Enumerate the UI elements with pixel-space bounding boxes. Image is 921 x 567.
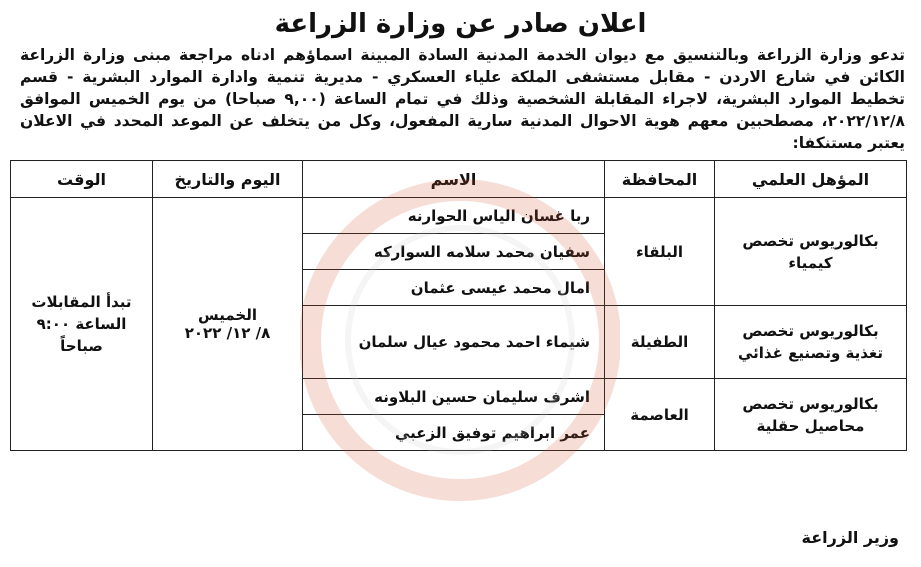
day-date-cell	[153, 198, 303, 451]
name-cell: ربا غسان الياس الحوارنه	[303, 198, 605, 234]
name-cell: سفيان محمد سلامه السواركه	[303, 234, 605, 270]
table-header-row	[11, 161, 907, 198]
header-time: الوقت	[11, 161, 153, 198]
governorate-cell: الطفيلة	[605, 306, 715, 379]
announcement-body: تدعو وزارة الزراعة وبالتنسيق مع ديوان الخدمة المدنية السادة المبينة اسماؤهم ادناه مراجعة مبنى وزارة الزراعة الكائن في شارع الاردن - مقابل مستشفى الملكة علياء العسكري - مديرية تنمية وادارة الموارد البشرية - قسم تخطيط الموارد البشرية، لاجراء المقابلة الشخصية وذلك في تمام الساعة (٩,٠٠ صباحا) من يوم الخميس الموافق ٢٠٢٢/١٢/٨، مصطحبين معهم هوية الاحوال المدنية سارية المفعول، وكل من يتخلف عن الموعد المحدد في الاعلان يعتبر مستنكفا:	[20, 46, 905, 152]
day-text: الخميس	[198, 306, 257, 324]
date-text: ٨/ ١٢/ ٢٠٢٢	[184, 324, 271, 342]
name-cell: امال محمد عيسى عثمان	[303, 270, 605, 306]
signature: وزير الزراعة	[801, 528, 899, 547]
header-qualification: المؤهل العلمي	[715, 161, 907, 198]
time-cell: تبدأ المقابلات الساعة ٩:٠٠ صباحاً	[11, 198, 153, 451]
qualification-cell: بكالوريوس تخصص محاصيل حقلية	[715, 379, 907, 451]
qualification-cell: بكالوريوس تخصص تغذية وتصنيع غذائي	[715, 306, 907, 379]
name-cell: اشرف سليمان حسين البلاونه	[303, 379, 605, 415]
announcement-title: اعلان صادر عن وزارة الزراعة	[274, 9, 647, 39]
governorate-cell: البلقاء	[605, 198, 715, 306]
header-governorate: المحافظة	[605, 161, 715, 198]
name-cell: شيماء احمد محمود عيال سلمان	[303, 306, 605, 379]
qualification-cell: بكالوريوس تخصص كيمياء	[715, 198, 907, 306]
header-name: الاسم	[303, 161, 605, 198]
name-cell: عمر ابراهيم توفيق الزعبي	[303, 415, 605, 451]
table-row	[11, 198, 907, 234]
header-day-date: اليوم والتاريخ	[153, 161, 303, 198]
governorate-cell: العاصمة	[605, 379, 715, 451]
candidates-table	[10, 160, 907, 451]
